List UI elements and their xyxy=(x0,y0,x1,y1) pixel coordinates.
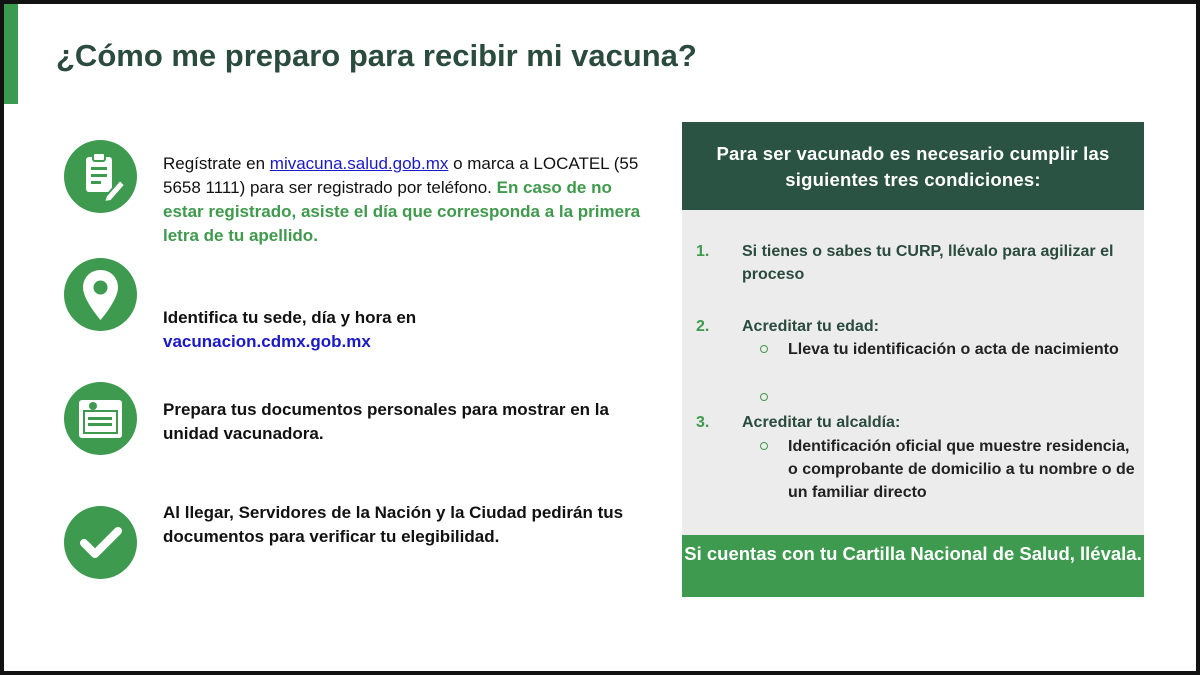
condition-number: 2. xyxy=(696,318,710,335)
step-location-text xyxy=(163,306,643,354)
step-verification xyxy=(64,503,644,586)
conditions-header: Para ser vacunado es necesario cumplir las siguientes tres condiciones: xyxy=(682,122,1144,210)
condition-title: Acreditar tu alcaldía: xyxy=(742,414,901,431)
mivacuna-link[interactable]: mivacuna.salud.gob.mx xyxy=(269,154,449,173)
cartilla-footer: Si cuentas con tu Cartilla Nacional de Salud, llévala. xyxy=(682,535,1144,597)
sub-bullet-text: Lleva tu identificación o acta de nacimiento xyxy=(788,341,1119,358)
bullet-circle-icon xyxy=(760,345,768,353)
step-verification-text: Al llegar, Servidores de la Nación y la Ciudad pedirán tus documentos para verificar tu elegibilidad. xyxy=(163,503,624,546)
step-documents xyxy=(64,382,644,462)
condition-number: 1. xyxy=(696,243,710,260)
step-location xyxy=(64,258,644,351)
register-note: En caso de no estar registrado, asiste el día que corresponda a la primera letra de tu apellido. xyxy=(163,178,641,245)
slide xyxy=(4,4,1196,671)
bullet-circle-icon xyxy=(760,442,768,450)
vacunacion-link[interactable]: vacunacion.cdmx.gob.mx xyxy=(163,332,371,351)
step-register-text xyxy=(163,152,643,248)
bullet-circle-icon xyxy=(760,393,768,401)
checkmark-icon xyxy=(64,506,137,579)
conditions-panel xyxy=(682,122,1144,597)
sub-bullet-text: Identificación oficial que muestre residencia, o comprobante de domicilio a tu nombre o de un familiar directo xyxy=(788,438,1135,501)
register-text-start: Regístrate en xyxy=(163,154,270,173)
id-card-icon xyxy=(64,382,137,455)
clipboard-icon xyxy=(64,140,137,213)
step-documents-text: Prepara tus documentos personales para mostrar en la unidad vacunadora. xyxy=(163,400,609,443)
condition-title: Si tienes o sabes tu CURP, llévalo para agilizar el proceso xyxy=(742,243,1114,283)
location-pin-icon xyxy=(64,258,137,331)
location-text: Identifica tu sede, día y hora en xyxy=(163,308,417,327)
title-accent-bar xyxy=(4,4,18,104)
condition-title: Acreditar tu edad: xyxy=(742,318,879,335)
register-text-middle: o marca a LOCATEL (55 5658 1111) para ser registrado por teléfono. xyxy=(163,154,639,197)
page-title: ¿Cómo me preparo para recibir mi vacuna? xyxy=(56,38,697,73)
condition-number: 3. xyxy=(696,414,710,431)
